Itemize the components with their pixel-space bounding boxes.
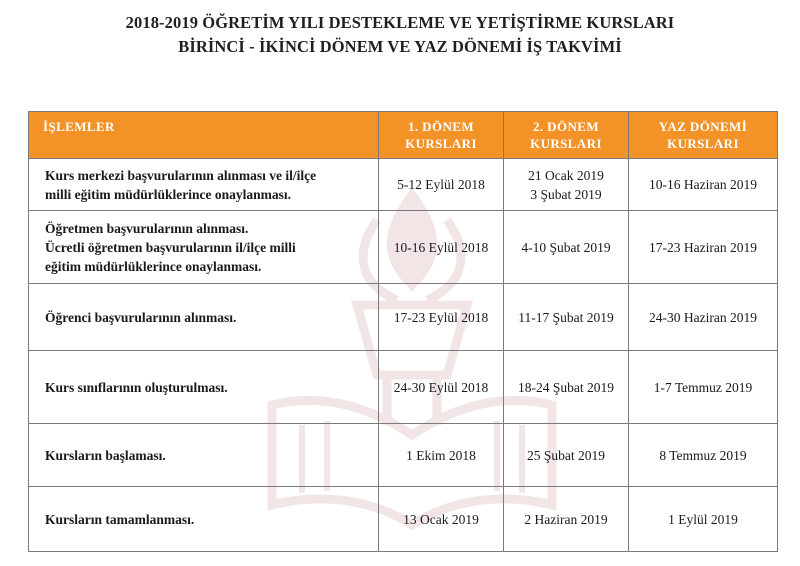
- operation-text: eğitim müdürlüklerince onaylanması.: [45, 258, 262, 274]
- operation-text: Kursların tamamlanması.: [29, 487, 379, 552]
- summer-date: 1 Eylül 2019: [629, 487, 778, 552]
- header-operations: İŞLEMLER: [29, 112, 379, 159]
- summer-date: 8 Temmuz 2019: [629, 424, 778, 487]
- header-term2: [504, 112, 629, 159]
- header-term1-line2: KURSLARI: [405, 136, 477, 151]
- summer-date: 24-30 Haziran 2019: [629, 284, 778, 351]
- operation-cell: [29, 159, 379, 211]
- header-term1-line1: 1. DÖNEM: [407, 119, 475, 134]
- operation-text: milli eğitim müdürlüklerince onaylanması.: [45, 186, 292, 202]
- table-row: [29, 487, 778, 552]
- table-row: [29, 211, 778, 284]
- table-header-row: [29, 112, 778, 159]
- term2-date: 2 Haziran 2019: [504, 487, 629, 552]
- operation-text: Kurs merkezi başvurularının alınması ve il/ilçe: [45, 167, 317, 183]
- term2-date: 4-10 Şubat 2019: [504, 211, 629, 284]
- term1-date: 17-23 Eylül 2018: [379, 284, 504, 351]
- term1-date: 5-12 Eylül 2018: [379, 159, 504, 211]
- table-row: [29, 424, 778, 487]
- header-summer-line1: YAZ DÖNEMİ: [658, 119, 748, 134]
- header-summer-line2: KURSLARI: [667, 136, 739, 151]
- summer-date: 17-23 Haziran 2019: [629, 211, 778, 284]
- table-row: [29, 159, 778, 211]
- operation-text: Kurs sınıflarının oluşturulması.: [29, 351, 379, 424]
- term2-date: [504, 159, 629, 211]
- header-term1: [379, 112, 504, 159]
- table-row: [29, 351, 778, 424]
- term1-date: 13 Ocak 2019: [379, 487, 504, 552]
- term1-date: 24-30 Eylül 2018: [379, 351, 504, 424]
- header-term2-line2: KURSLARI: [530, 136, 602, 151]
- document-subtitle: BİRİNCİ - İKİNCİ DÖNEM VE YAZ DÖNEMİ İŞ TAKVİMİ: [178, 37, 622, 56]
- term2-date: 18-24 Şubat 2019: [504, 351, 629, 424]
- operation-text: Öğrenci başvurularının alınması.: [29, 284, 379, 351]
- term2-date: 25 Şubat 2019: [504, 424, 629, 487]
- summer-date: 1-7 Temmuz 2019: [629, 351, 778, 424]
- term2-date-line: 3 Şubat 2019: [530, 186, 602, 202]
- header-summer: [629, 112, 778, 159]
- operation-text: Kursların başlaması.: [29, 424, 379, 487]
- table-row: [29, 284, 778, 351]
- term2-date: 11-17 Şubat 2019: [504, 284, 629, 351]
- header-term2-line1: 2. DÖNEM: [532, 119, 600, 134]
- document-title: 2018-2019 ÖĞRETİM YILI DESTEKLEME VE YETİŞTİRME KURSLARI: [125, 13, 675, 32]
- document-title-block: [0, 12, 800, 58]
- schedule-table: [28, 111, 778, 552]
- term2-date-line: 21 Ocak 2019: [528, 167, 604, 183]
- operation-text: Ücretli öğretmen başvurularının il/ilçe milli: [45, 239, 296, 255]
- operation-text: Öğretmen başvurularının alınması.: [45, 220, 249, 236]
- summer-date: 10-16 Haziran 2019: [629, 159, 778, 211]
- term1-date: 1 Ekim 2018: [379, 424, 504, 487]
- operation-cell: [29, 211, 379, 284]
- term1-date: 10-16 Eylül 2018: [379, 211, 504, 284]
